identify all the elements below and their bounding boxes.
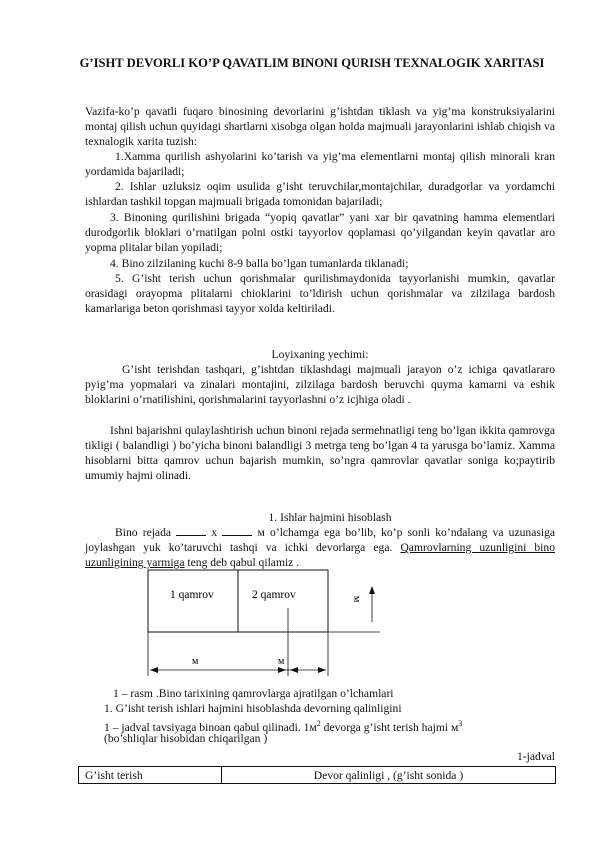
condition-5: 5. G’isht terish uchun qorishmalar qurilishmaydonida tayyorlanishi mumkin, qavatlar orasidagi orayopma plitalarni chioklarini to’ldirish uchun qorishmalar va zilzilaga bardosh kamarlariga beton qorishmasi tayyor xolda keltiriladi. — [85, 272, 555, 316]
grip-2-label: 2 qamrov — [252, 589, 296, 601]
table-header-wall-thickness: Devor qalinligi , (g’isht sonida ) — [222, 767, 556, 784]
dim-arrow-right-icon — [318, 667, 326, 673]
item-1: 1. G’isht terish ishlari hajmini hisoblashda devorning qalinligini — [104, 702, 402, 715]
length-blank — [176, 525, 206, 536]
item-2-sup-1: 2 — [316, 719, 321, 728]
solution-heading: Loyixaning yechimi: — [271, 348, 369, 361]
item-2-continued: (bo’shliqlar hisobidan chiqarilgan ) — [104, 732, 268, 745]
dims-underlined: Qamrovlarning uzunligini bino uzunligining yarmiga — [85, 541, 555, 570]
height-unit-label: м — [351, 596, 362, 603]
document-title: G’ISHT DEVORLI KO’P QAVATLIM BINONI QURISH TEXNALOGIK XARITASI — [79, 56, 545, 70]
dim-arrow-left-icon — [150, 667, 158, 673]
solution-paragraph-1: G’isht terishdan tashqari, g’ishtdan tiklashdagi majmuali jarayon o’z ichiga qavatlararo pyig’ma yopmalari va zinalari montajini, zilzilaga bardosh beruvchi quyma kamarni va eshik bloklarini o’rnatilishini, qorishmalarini tayyorlashni o’z icjhiga oladi . — [85, 363, 555, 407]
dimensions-paragraph — [85, 525, 555, 570]
dims-tail: teng deb qabul qilamiz . — [187, 556, 300, 570]
dim-arrow-mid-right-icon — [290, 667, 298, 673]
condition-3: 3. Binoning qurilishini brigada “yopiq qavatlar” yani xar bir qavatning hamma elementlari durodgorlik bloklari o’rnatilgan polni ostki tayyorlov qoplamasi qo’yilgandan keyin qavatlar aro yopma plitalar bilan yopiladi; — [85, 211, 555, 255]
solution-paragraph-2: Ishni bajarishni qulaylashtirish uchun binoni rejada sermehnatligi teng bo’lgan ikkita qamrovga tikligi ( balandligi ) bo’yicha binoni balandligi 3 metrga teng bo’lgan 4 ta yarusga bo’lamiz. Xamma hisoblarni bitta qamrov uchun bajarish mumkin, so’ngra qamrovlar qavatlar soniga ko;paytirib umumiy hajmi olinadi. — [85, 424, 555, 483]
condition-4: 4. Bino zilzilaning kuchi 8-9 balla bo’lgan tumanlarda tiklanadi; — [110, 257, 409, 270]
intro-paragraph: Vazifa-ko’p qavatli fuqaro binosining devorlarini g’ishtdan tiklash va yig’ma konstruksiyalarini montaj qilish uchun quyidagi shartlarni xisobga olgan holda majmuali jarayonlarini ishlab chiqish va texnalogik xarita tuzish: — [85, 105, 555, 149]
table-label: 1-jadval — [517, 750, 555, 763]
building-plan-diagram — [140, 568, 390, 680]
item-2-text-a: 1 – jadval tavsiyaga binoan qabul qilinadi. 1м — [104, 720, 317, 734]
condition-2: 2. Ishlar uzluksiz oqim usulida g’isht teruvchilar,montajchilar, duradgorlar va yordamchi ishlardan tashkil topgan majmuali brigada tomonidan bajariladi; — [85, 180, 555, 209]
item-2-text-b: devorga g’isht terish hajmi м — [320, 720, 459, 734]
table-header-row — [79, 767, 556, 784]
dims-unit: м — [257, 526, 265, 539]
width-blank — [222, 525, 252, 536]
height-arrow-icon — [369, 586, 375, 594]
dim-arrow-mid-left-icon — [278, 667, 286, 673]
condition-1: 1.Xamma qurilish ashyolarini ko’tarish va yig’ma elementlarni montaj qilish minorali kran yordamida bajariladi; — [85, 150, 555, 179]
figure-caption: 1 – rasm .Bino tarixining qamrovlarga ajratilgan o’lchamlari — [113, 687, 394, 700]
wall-table — [78, 766, 556, 784]
dimension-label-1: м — [192, 656, 199, 667]
section-heading-volume: 1. Ishlar hajmini hisoblash — [268, 511, 392, 524]
grip-1-label: 1 qamrov — [170, 589, 214, 601]
table-header-brickwork: G’isht terish — [79, 767, 222, 784]
dims-rest: o’lchamga ega bo’lib, ko’p sonli ko’ndalang va uzunasiga joylashgan yuk ko’taruvchi tashqi va ichki devorlarga ega. — [85, 526, 556, 555]
dims-prefix: Bino rejada — [115, 526, 172, 539]
item-2-sup-2: 3 — [458, 719, 463, 728]
dimension-label-2: м — [278, 656, 285, 667]
dims-x: x — [211, 526, 218, 539]
